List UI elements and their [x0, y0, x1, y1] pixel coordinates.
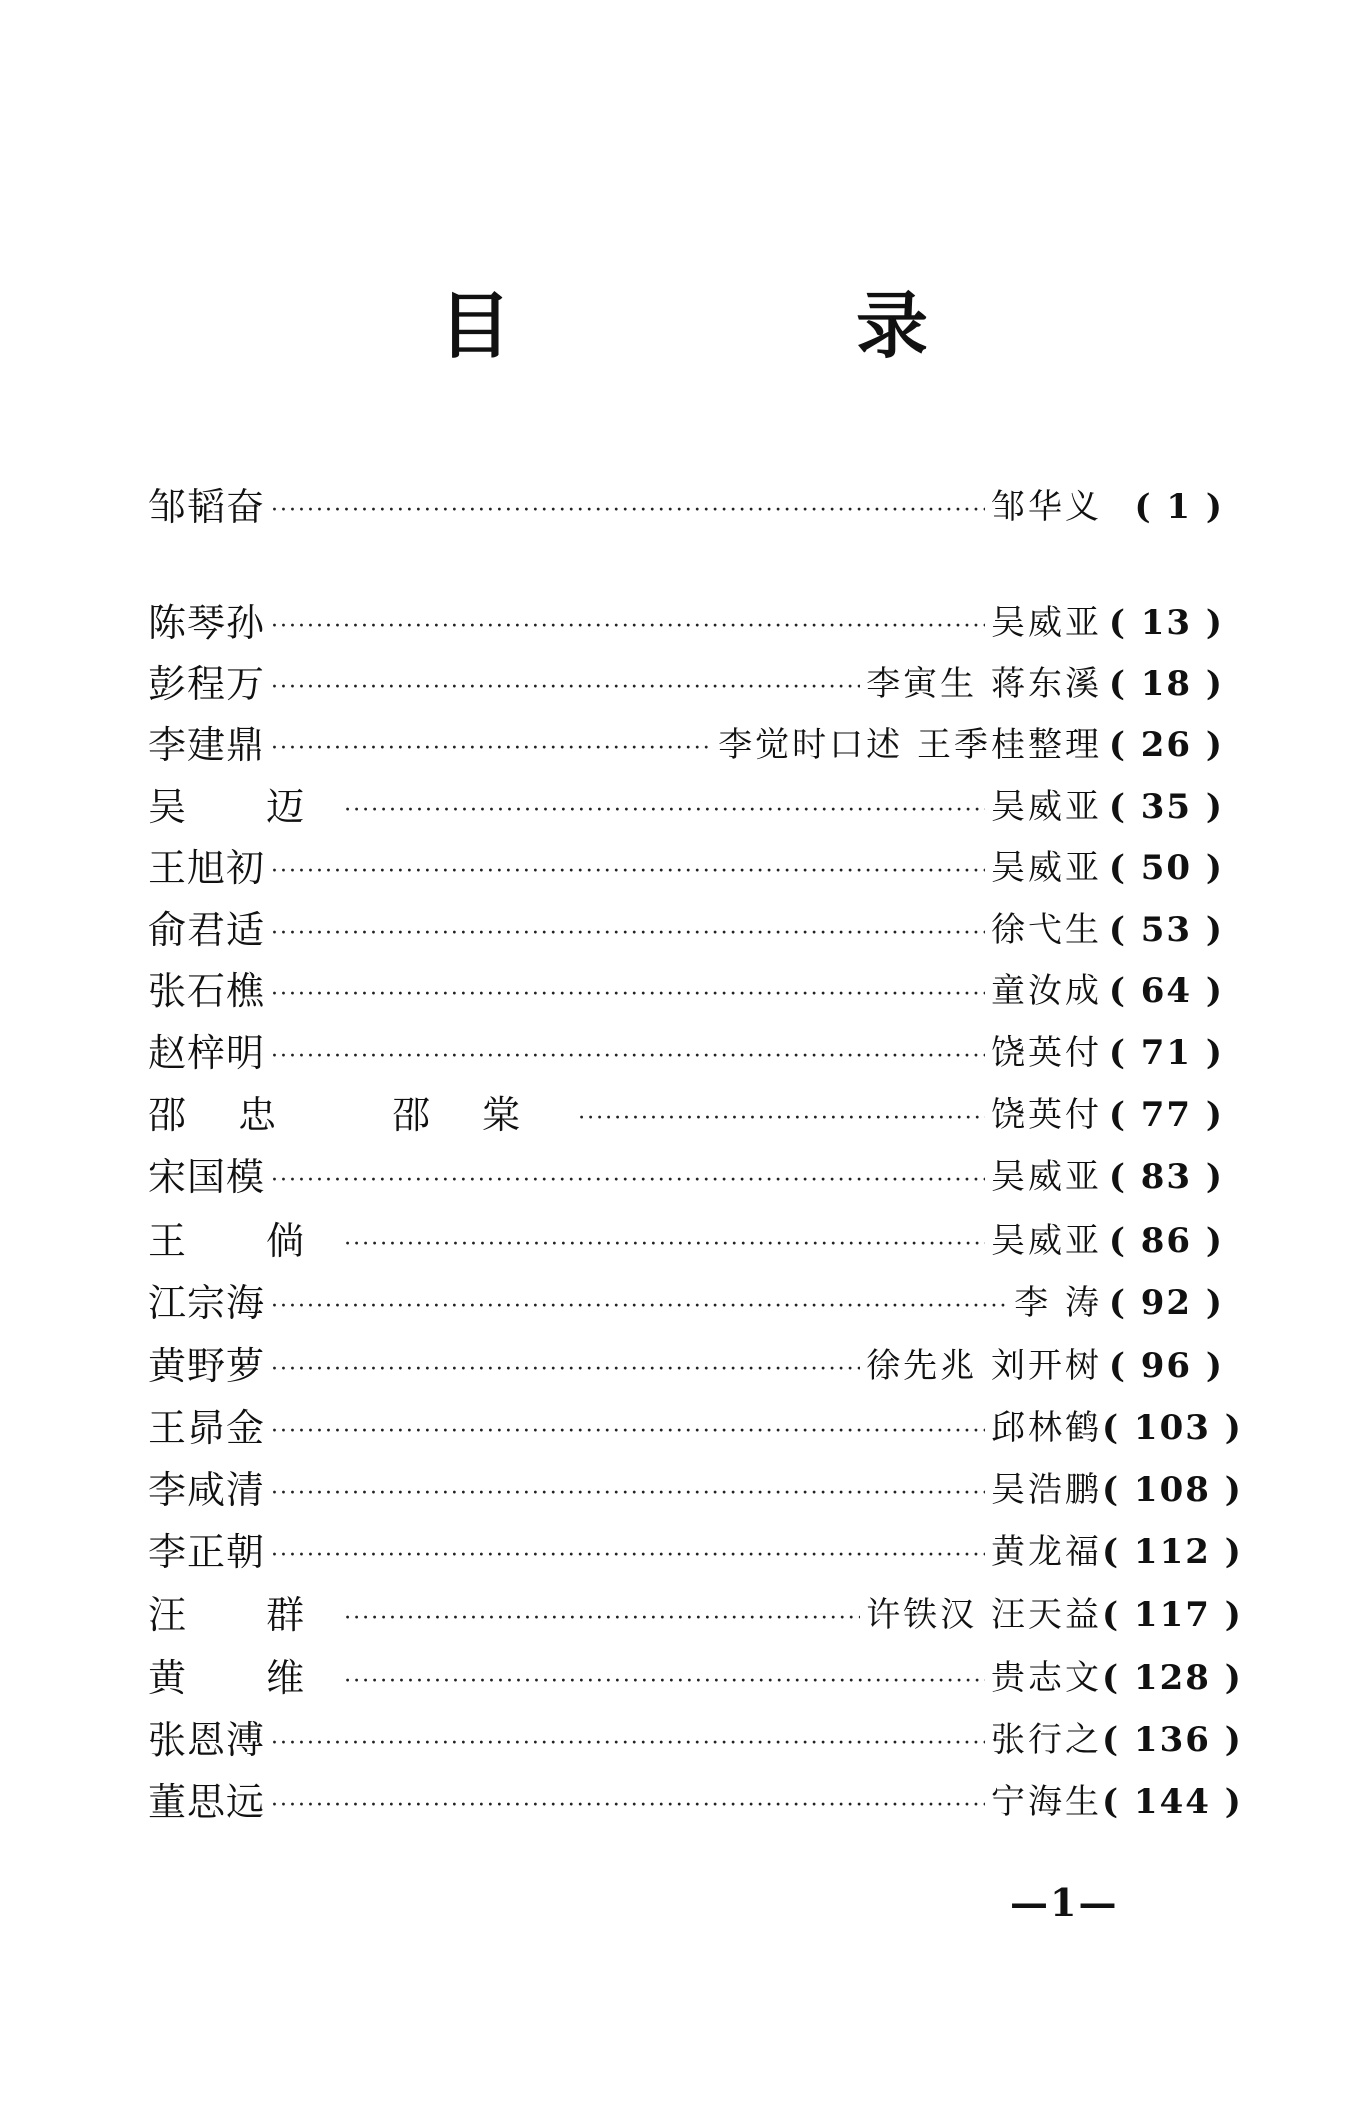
dot-leader: [344, 1217, 985, 1273]
dot-leader: [271, 906, 985, 962]
dot-leader: [271, 1466, 985, 1522]
entry-page: ( 112 ): [1102, 1532, 1243, 1572]
dot-leader: [271, 967, 985, 1023]
entry-page: ( 117 ): [1102, 1595, 1243, 1635]
entry-name: 汪 群: [148, 1593, 339, 1637]
entry-authors: 饶英付: [991, 1095, 1102, 1135]
entry-authors: 宁海生: [991, 1782, 1102, 1822]
toc-entry[interactable]: [148, 656, 1224, 712]
entry-authors: 徐弋生: [991, 910, 1102, 950]
entry-page: ( 64 ): [1108, 971, 1224, 1011]
entry-authors: 许铁汉 汪天益: [866, 1595, 1102, 1635]
toc-entry[interactable]: [148, 1338, 1224, 1394]
entry-page: ( 92 ): [1108, 1283, 1224, 1323]
dot-leader: [271, 599, 985, 655]
entry-authors: 李寅生 蒋东溪: [866, 664, 1102, 704]
entry-authors: 李 涛: [1014, 1283, 1102, 1323]
entry-authors: 徐先兆 刘开树: [866, 1346, 1102, 1386]
entry-authors: 饶英付: [991, 1033, 1102, 1073]
entry-authors: 吴浩鹏: [991, 1470, 1102, 1510]
entry-authors: 吴威亚: [991, 603, 1102, 643]
entry-name: 俞君适: [148, 908, 266, 952]
entry-page: ( 1 ): [1134, 487, 1224, 527]
entry-page: ( 96 ): [1108, 1346, 1224, 1386]
entry-page: ( 53 ): [1108, 910, 1224, 950]
entry-name: 吴 迈: [148, 785, 339, 829]
entry-page: ( 71 ): [1108, 1033, 1224, 1073]
toc-entry[interactable]: [148, 1275, 1224, 1331]
dot-leader: [344, 1591, 860, 1647]
dot-leader: [271, 1029, 985, 1085]
entry-page: ( 35 ): [1108, 787, 1224, 827]
toc-entry[interactable]: [148, 1587, 1243, 1643]
toc-entry[interactable]: [148, 1025, 1224, 1081]
dot-leader: [344, 783, 985, 839]
entry-name: 黄野萝: [148, 1344, 266, 1388]
entry-page: ( 50 ): [1108, 848, 1224, 888]
dot-leader: [271, 1778, 985, 1834]
entry-name: 陈琴孙: [148, 601, 266, 645]
entry-page: ( 77 ): [1108, 1095, 1224, 1135]
entry-authors: 吴威亚: [991, 787, 1102, 827]
entry-name: 李咸清: [148, 1468, 266, 1512]
entry-authors: 吴威亚: [991, 848, 1102, 888]
page-number: —1—: [1010, 1880, 1119, 1925]
entry-name: 李建鼎: [148, 723, 266, 767]
entry-page: ( 136 ): [1102, 1720, 1243, 1760]
toc-entry[interactable]: [148, 595, 1224, 651]
entry-name: 王昴金: [148, 1406, 266, 1450]
entry-authors: 邹华义: [991, 487, 1102, 527]
toc-entry[interactable]: [148, 779, 1224, 835]
entry-authors: 李觉时口述 王季桂整理: [718, 725, 1102, 765]
toc-entry[interactable]: [148, 1213, 1224, 1269]
toc-entry[interactable]: [148, 1650, 1243, 1706]
toc-entry[interactable]: [148, 717, 1224, 773]
entry-authors: 吴威亚: [991, 1157, 1102, 1197]
dot-leader: [271, 844, 985, 900]
dot-leader: [271, 660, 860, 716]
entry-page: ( 13 ): [1108, 603, 1224, 643]
toc-entry[interactable]: [148, 479, 1224, 535]
entry-name: 邹韬奋: [148, 485, 266, 529]
toc-entry[interactable]: [148, 963, 1224, 1019]
entry-name: 王 倘: [148, 1219, 339, 1263]
entry-authors: 张行之: [991, 1720, 1102, 1760]
entry-page: ( 128 ): [1102, 1658, 1243, 1698]
dot-leader: [271, 1404, 985, 1460]
entry-name: 张恩溥: [148, 1718, 266, 1762]
dot-leader: [578, 1091, 985, 1147]
toc-entry[interactable]: [148, 1087, 1224, 1143]
entry-authors: 童汝成: [991, 971, 1102, 1011]
entry-name: 王旭初: [148, 846, 266, 890]
dot-leader: [271, 1528, 985, 1584]
dot-leader: [271, 1716, 985, 1772]
entry-name: 彭程万: [148, 662, 266, 706]
dot-leader: [344, 1654, 985, 1710]
entry-name: 董思远: [148, 1780, 266, 1824]
entry-authors: 贵志文: [991, 1658, 1102, 1698]
dot-leader: [271, 721, 712, 777]
dot-leader: [271, 1342, 860, 1398]
page-title: 目 录: [438, 283, 1089, 368]
entry-authors: 吴威亚: [991, 1221, 1102, 1261]
entry-name: 赵梓明: [148, 1031, 266, 1075]
entry-page: ( 144 ): [1102, 1782, 1243, 1822]
toc-entry[interactable]: [148, 1524, 1243, 1580]
entry-page: ( 86 ): [1108, 1221, 1224, 1261]
toc-entry[interactable]: [148, 1774, 1243, 1830]
toc-entry[interactable]: [148, 902, 1224, 958]
entry-authors: 邱林鹤: [991, 1408, 1102, 1448]
toc-entry[interactable]: [148, 1149, 1224, 1205]
entry-page: ( 26 ): [1108, 725, 1224, 765]
entry-page: ( 18 ): [1108, 664, 1224, 704]
dot-leader: [271, 1279, 1008, 1335]
entry-name: 李正朝: [148, 1530, 266, 1574]
toc-entry[interactable]: [148, 840, 1224, 896]
entry-name: 宋国模: [148, 1155, 266, 1199]
dot-leader: [271, 1153, 985, 1209]
entry-page: ( 108 ): [1102, 1470, 1243, 1510]
toc-entry[interactable]: [148, 1400, 1243, 1456]
entry-authors: 黄龙福: [991, 1532, 1102, 1572]
entry-page: ( 83 ): [1108, 1157, 1224, 1197]
dot-leader: [271, 483, 985, 539]
toc-entry[interactable]: [148, 1462, 1243, 1518]
toc-entry[interactable]: [148, 1712, 1243, 1768]
entry-name: 张石樵: [148, 969, 266, 1013]
entry-page: ( 103 ): [1102, 1408, 1243, 1448]
entry-name: 江宗海: [148, 1281, 266, 1325]
entry-name: 邵忠 邵棠: [148, 1093, 573, 1137]
entry-name: 黄 维: [148, 1656, 339, 1700]
